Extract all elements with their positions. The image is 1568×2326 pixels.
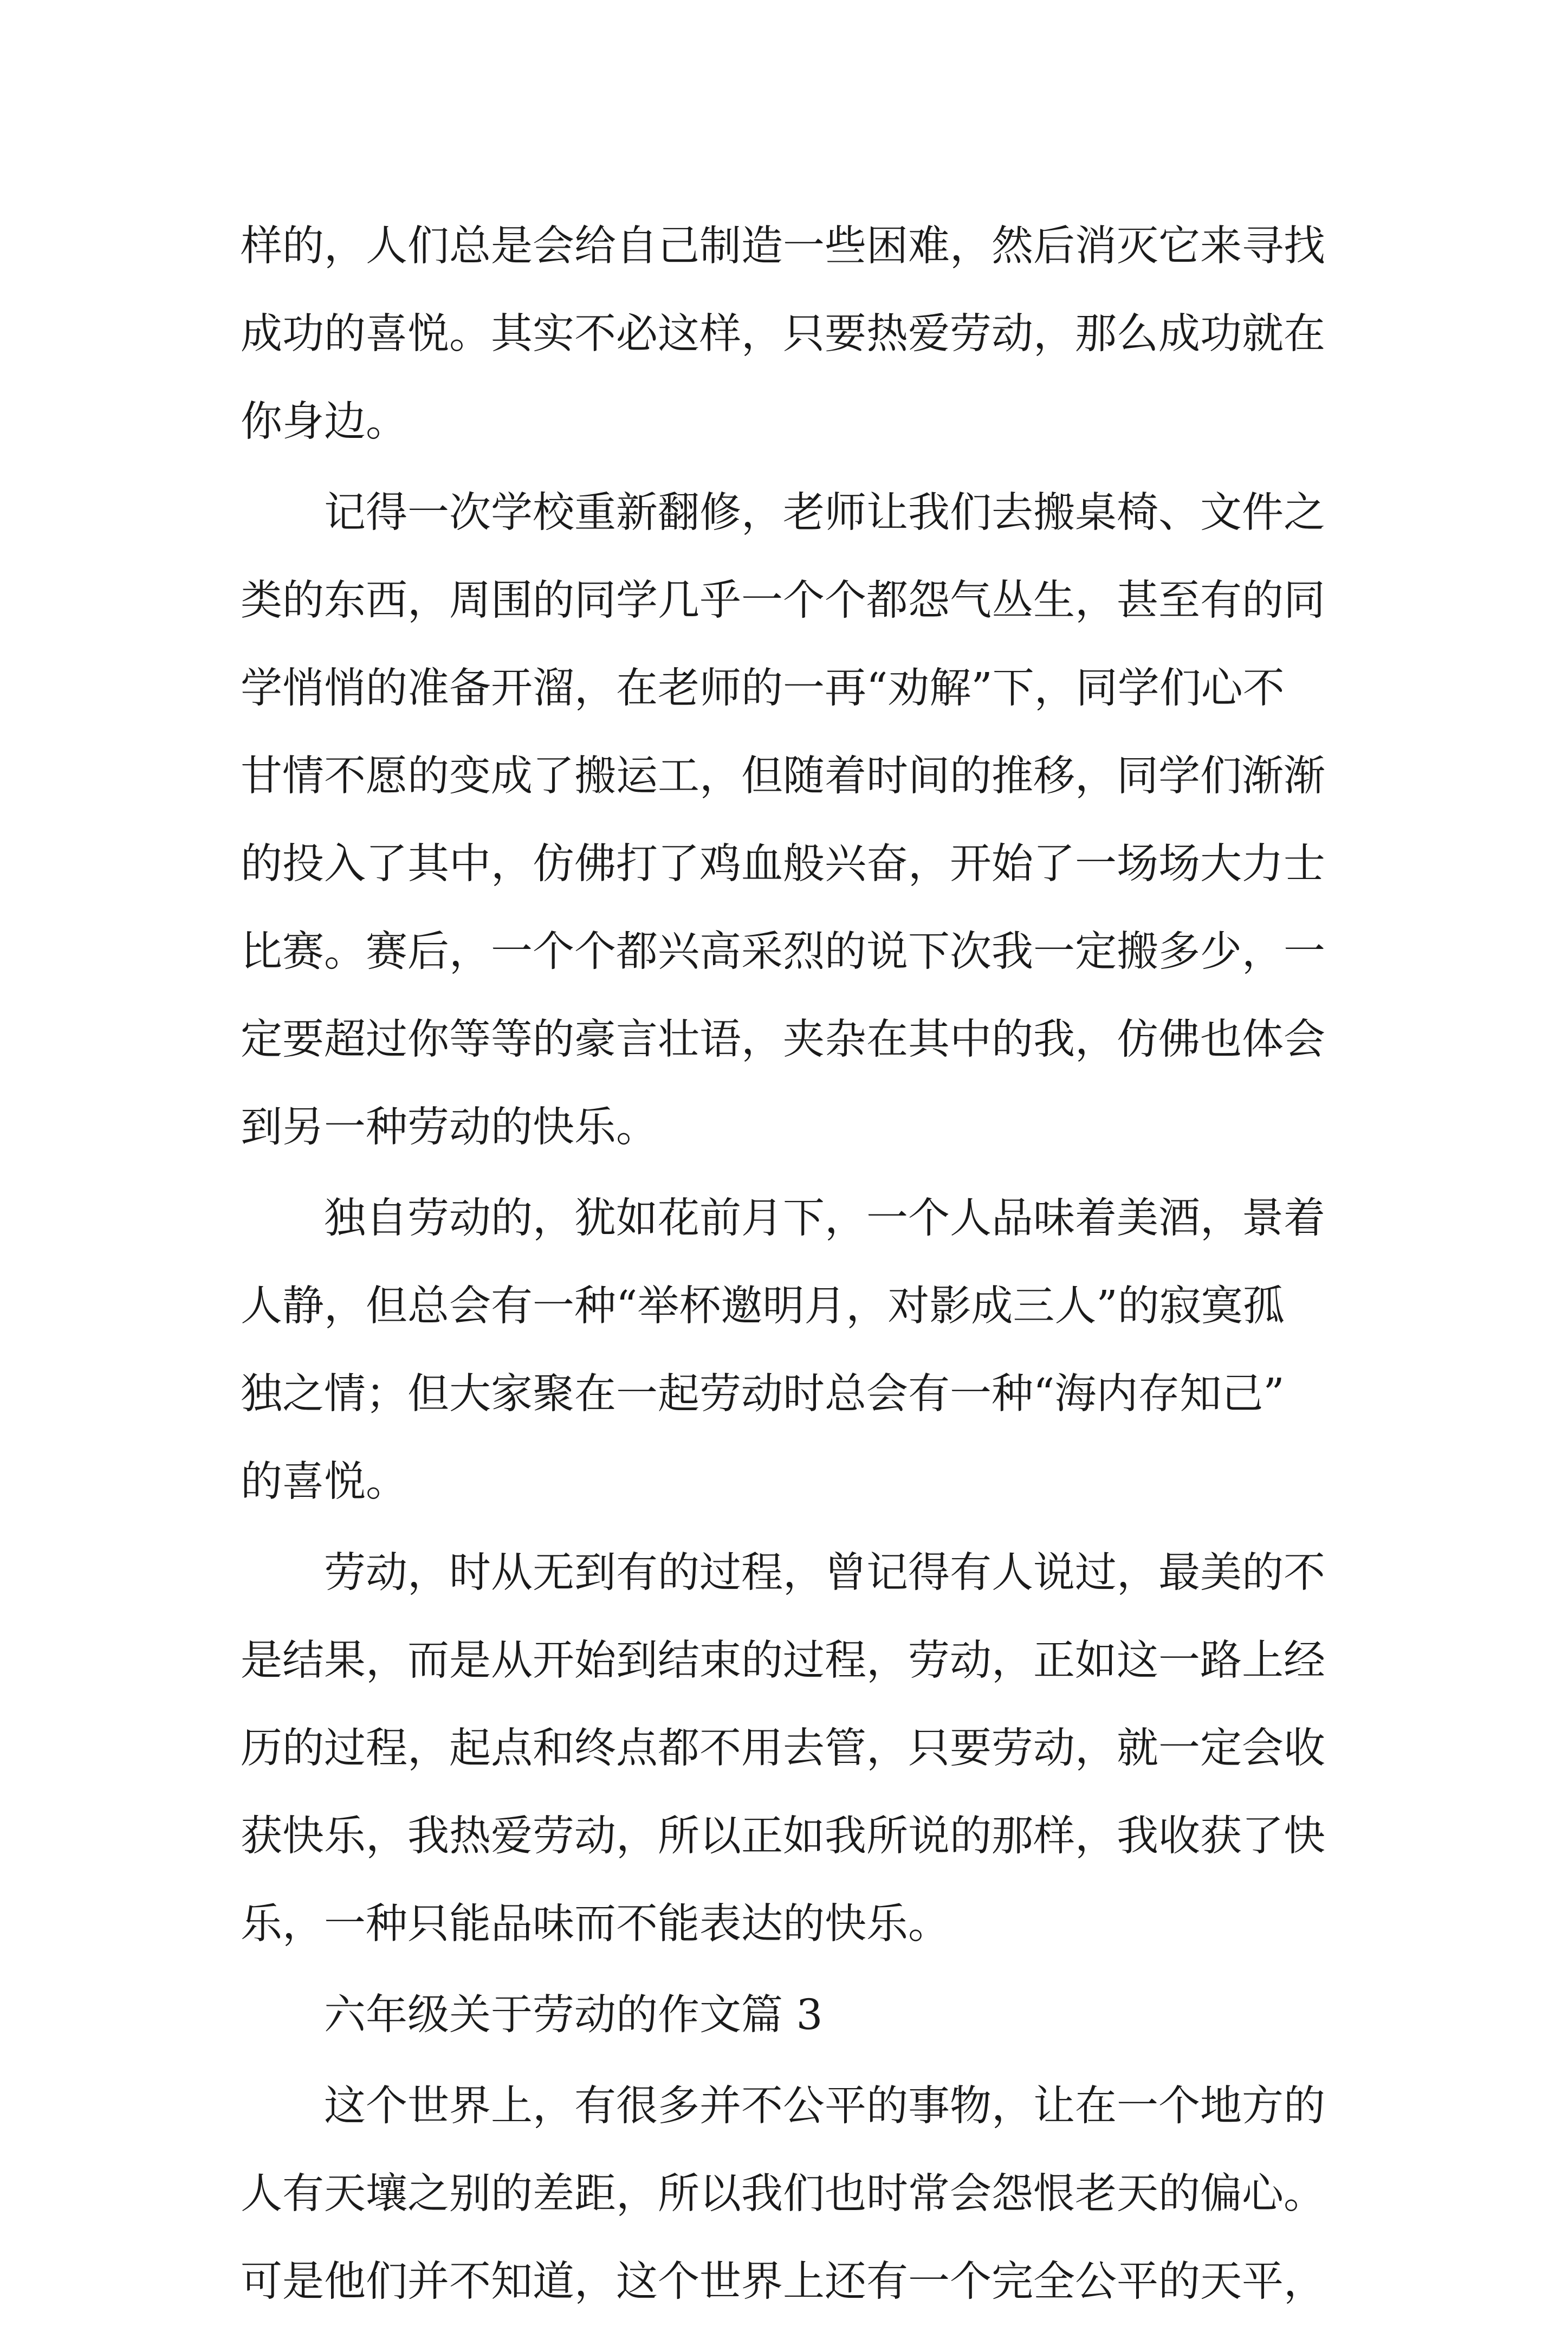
paragraph-first-line: 独自劳动的，犹如花前月下，一个人品味着美酒，景着 [324,1194,1325,1243]
text-line: 获快乐，我热爱劳动，所以正如我所说的那样，我收获了快 [241,1812,1325,1860]
text-line: 人静，但总会有一种“举杯邀明月，对影成三人”的寂寞孤 [241,1282,1285,1330]
text-line: 可是他们并不知道，这个世界上还有一个完全公平的天平， [241,2258,1325,2306]
text-line: 乐，一种只能品味而不能表达的快乐。 [241,1900,950,1948]
paragraph-first-line: 劳动，时从无到有的过程，曾记得有人说过，最美的不 [324,1549,1325,1597]
text-line: 的喜悦。 [241,1458,407,1506]
text-line: 的投入了其中，仿佛打了鸡血般兴奋，开始了一场场大力士 [241,840,1325,888]
text-line: 学悄悄的准备开溜，在老师的一再“劝解”下，同学们心不 [241,664,1285,713]
text-line: 是结果，而是从开始到结束的过程，劳动，正如这一路上经 [241,1637,1325,1685]
document-body [241,203,1335,2326]
text-line: 独之情；但大家聚在一起劳动时总会有一种“海内存知己” [241,1370,1285,1418]
paragraph-first-line: 六年级关于劳动的作文篇 3 [324,1991,823,2039]
paragraph-first-line: 这个世界上，有很多并不公平的事物，让在一个地方的 [324,2082,1325,2130]
paragraph-first-line: 记得一次学校重新翻修，老师让我们去搬桌椅、文件之 [324,489,1325,537]
text-line: 历的过程，起点和终点都不用去管，只要劳动，就一定会收 [241,1724,1325,1773]
text-line: 类的东西，周围的同学几乎一个个都怨气丛生，甚至有的同 [241,577,1325,625]
text-line: 甘情不愿的变成了搬运工，但随着时间的推移，同学们渐渐 [241,752,1325,800]
text-line: 成功的喜悦。其实不必这样，只要热爱劳动，那么成功就在 [241,310,1325,358]
text-line: 到另一种劳动的快乐。 [241,1103,658,1152]
text-line: 人有天壤之别的差距，所以我们也时常会怨恨老天的偏心。 [241,2170,1325,2218]
text-line: 样的，人们总是会给自己制造一些困难，然后消灭它来寻找 [241,222,1325,270]
text-line: 定要超过你等等的豪言壮语，夹杂在其中的我，仿佛也体会 [241,1016,1325,1064]
text-line: 比赛。赛后，一个个都兴高采烈的说下次我一定搬多少，一 [241,928,1325,976]
text-line: 你身边。 [241,398,407,446]
